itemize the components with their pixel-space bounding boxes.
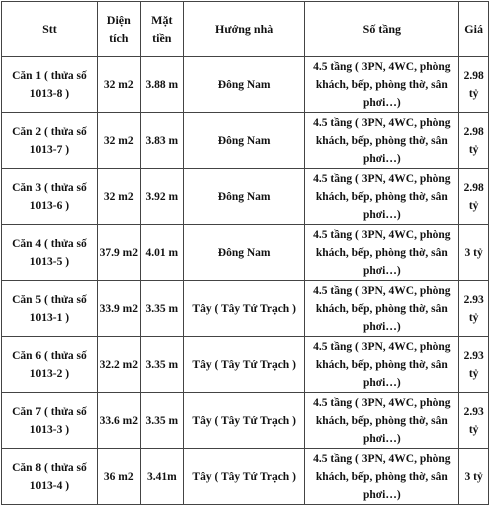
header-huong-nha: Hướng nhà [183,2,305,57]
cell-huong-nha: Đông Nam [183,113,305,169]
header-gia: Giá [459,2,489,57]
table-row [2,113,489,169]
cell-gia: 2.93 tỷ [459,337,489,393]
cell-stt: Căn 2 ( thửa số 1013-7 ) [2,113,98,169]
table-row [2,449,489,505]
cell-so-tang: 4.5 tầng ( 3PN, 4WC, phòng khách, bếp, phòng thờ, sân phơi…) [305,225,459,281]
cell-so-tang: 4.5 tầng ( 3PN, 4WC, phòng khách, bếp, phòng thờ, sân phơi…) [305,337,459,393]
cell-stt: Căn 7 ( thửa số 1013-3 ) [2,393,98,449]
property-table [1,1,489,505]
table-row [2,57,489,113]
cell-gia: 2.93 tỷ [459,393,489,449]
cell-mat-tien: 4.01 m [140,225,183,281]
cell-dien-tich: 33.6 m2 [97,393,140,449]
cell-huong-nha: Tây ( Tây Tứ Trạch ) [183,337,305,393]
cell-stt: Căn 4 ( thửa số 1013-5 ) [2,225,98,281]
cell-dien-tich: 32 m2 [97,113,140,169]
cell-so-tang: 4.5 tầng ( 3PN, 4WC, phòng khách, bếp, phòng thờ, sân phơi…) [305,169,459,225]
cell-mat-tien: 3.35 m [140,393,183,449]
cell-huong-nha: Đông Nam [183,225,305,281]
table-row [2,393,489,449]
cell-gia: 2.98 tỷ [459,113,489,169]
cell-so-tang: 4.5 tầng ( 3PN, 4WC, phòng khách, bếp, phòng thờ, sân phơi…) [305,113,459,169]
header-so-tang: Số tầng [305,2,459,57]
cell-so-tang: 4.5 tầng ( 3PN, 4WC, phòng khách, bếp, phòng thờ, sân phơi…) [305,57,459,113]
cell-stt: Căn 5 ( thửa số 1013-1 ) [2,281,98,337]
cell-mat-tien: 3.83 m [140,113,183,169]
table-row [2,337,489,393]
cell-dien-tich: 37.9 m2 [97,225,140,281]
cell-stt: Căn 3 ( thửa số 1013-6 ) [2,169,98,225]
cell-mat-tien: 3.35 m [140,337,183,393]
cell-dien-tich: 33.9 m2 [97,281,140,337]
cell-gia: 2.93 tỷ [459,281,489,337]
cell-dien-tich: 32 m2 [97,57,140,113]
cell-huong-nha: Tây ( Tây Tứ Trạch ) [183,393,305,449]
header-stt: Stt [2,2,98,57]
cell-mat-tien: 3.92 m [140,169,183,225]
cell-stt: Căn 1 ( thửa số 1013-8 ) [2,57,98,113]
cell-gia: 2.98 tỷ [459,57,489,113]
table-body [2,57,489,505]
cell-so-tang: 4.5 tầng ( 3PN, 4WC, phòng khách, bếp, phòng thờ, sân phơi…) [305,449,459,505]
cell-dien-tich: 32.2 m2 [97,337,140,393]
cell-mat-tien: 3.35 m [140,281,183,337]
cell-gia: 2.98 tỷ [459,169,489,225]
cell-mat-tien: 3.41m [140,449,183,505]
cell-mat-tien: 3.88 m [140,57,183,113]
cell-huong-nha: Đông Nam [183,169,305,225]
cell-gia: 3 tỷ [459,449,489,505]
table-row [2,169,489,225]
cell-stt: Căn 6 ( thửa số 1013-2 ) [2,337,98,393]
cell-gia: 3 tỷ [459,225,489,281]
cell-so-tang: 4.5 tầng ( 3PN, 4WC, phòng khách, bếp, phòng thờ, sân phơi…) [305,281,459,337]
cell-dien-tich: 32 m2 [97,169,140,225]
cell-huong-nha: Tây ( Tây Tứ Trạch ) [183,449,305,505]
table-row [2,225,489,281]
header-mat-tien: Mặt tiền [140,2,183,57]
cell-so-tang: 4.5 tầng ( 3PN, 4WC, phòng khách, bếp, phòng thờ, sân phơi…) [305,393,459,449]
cell-huong-nha: Tây ( Tây Tứ Trạch ) [183,281,305,337]
cell-dien-tich: 36 m2 [97,449,140,505]
table-row [2,281,489,337]
cell-stt: Căn 8 ( thửa số 1013-4 ) [2,449,98,505]
table-header [2,2,489,57]
header-dien-tich: Diện tích [97,2,140,57]
cell-huong-nha: Đông Nam [183,57,305,113]
header-row [2,2,489,57]
